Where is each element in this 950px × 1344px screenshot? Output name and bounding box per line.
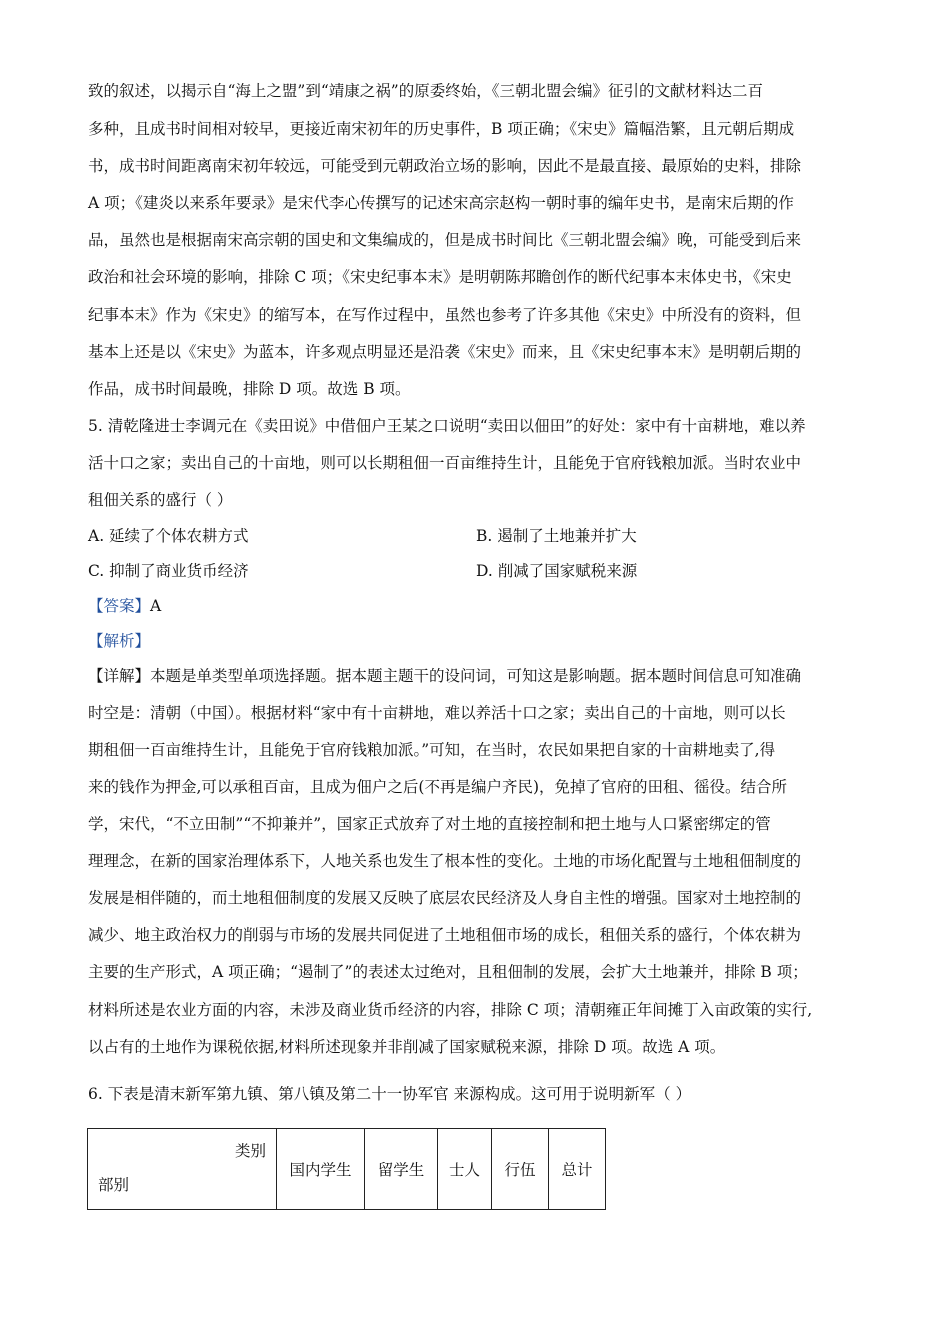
table-header-cell: 留学生 [365,1129,438,1210]
question-stem-line: 5. 清乾隆进士李调元在《卖田说》中借佃户王某之口说明“卖田以佃田”的好处：家中有十亩耕地，难以养 [88,417,806,435]
text-line: 以占有的土地作为课税依据,材料所述现象并非削减了国家赋税来源，排除 D 项。故选 A 项。 [88,1038,726,1056]
text-line: 致的叙述，以揭示自“海上之盟”到“靖康之祸”的原委终始，《三朝北盟会编》征引的文献材料达二百 [88,82,763,100]
text-line: 书，成书时间距离南宋初年较远，可能受到元朝政治立场的影响，因此不是最直接、最原始的史料，排除 [88,157,802,175]
table-header-row [88,1129,606,1210]
text-line: 期租佃一百亩维持生计，且能免于官府钱粮加派。”可知，在当时，农民如果把自家的十亩耕地卖了,得 [88,741,776,759]
text-line: 时空是：清朝（中国）。根据材料“家中有十亩耕地，难以养活十口之家；卖出自己的十亩地，则可以长 [88,704,786,722]
text-line: 发展是相伴随的，而土地租佃制度的发展又反映了底层农民经济及人身自主性的增强。国家对土地控制的 [88,889,802,907]
table-header-cell: 国内学生 [277,1129,365,1210]
option-a: A. 延续了个体农耕方式 [88,527,249,545]
question-stem-line: 租佃关系的盛行（ ） [88,491,233,509]
option-d: D. 削减了国家赋税来源 [476,562,638,580]
text-line: 政治和社会环境的影响，排除 C 项；《宋史纪事本末》是明朝陈邦瞻创作的断代纪事本末体史书，《宋史 [88,268,792,286]
question-stem-line: 6. 下表是清末新军第九镇、第八镇及第二十一协军官 来源构成。这可用于说明新军（ ） [88,1085,692,1103]
answer-label: 【答案】 [88,597,151,615]
text-line: 作品，成书时间最晚，排除 D 项。故选 B 项。 [88,380,411,398]
text-line: 品，虽然也是根据南宋高宗朝的国史和文集编成的，但是成书时间比《三朝北盟会编》晚，可能受到后来 [88,231,802,249]
text-line: A 项；《建炎以来系年要录》是宋代李心传撰写的记述宋高宗赵构一朝时事的编年史书，是南宋后期的作 [88,194,794,212]
text-line: 纪事本末》作为《宋史》的缩写本，在写作过程中，虽然也参考了许多其他《宋史》中所没有的资料，但 [88,306,802,324]
text-line: 来的钱作为押金,可以承租百亩，且成为佃户之后(不再是编户齐民)，免掉了官府的田租、徭役。结合所 [88,778,788,796]
text-line: 基本上还是以《宋史》为蓝本，许多观点明显还是沿袭《宋史》而来，且《宋史纪事本末》是明朝后期的 [88,343,802,361]
analysis-label: 【解析】 [88,632,151,650]
text-line: 学，宋代，“不立田制”“不抑兼并”，国家正式放弃了对土地的直接控制和把土地与人口紧密绑定的管 [88,815,771,833]
question-stem-line: 活十口之家；卖出自己的十亩地，则可以长期租佃一百亩维持生计，且能免于官府钱粮加派。当时农业中 [88,454,802,472]
table-header-cell: 总计 [549,1129,606,1210]
text-line: 减少、地主政治权力的削弱与市场的发展共同促进了土地租佃市场的成长，租佃关系的盛行，个体农耕为 [88,926,802,944]
answer-line [88,596,868,616]
table-header-cell: 士人 [438,1129,492,1210]
corner-unit-label: 部别 [98,1176,130,1194]
table-header-cell: 行伍 [492,1129,549,1210]
text-line: 材料所述是农业方面的内容，未涉及商业货币经济的内容，排除 C 项；清朝雍正年间摊丁入亩政策的实行, [88,1001,813,1019]
answer-value: A [150,597,162,615]
text-line: 主要的生产形式，A 项正确；“遏制了”的表述太过绝对，且租佃制的发展，会扩大土地兼并，排除 B 项； [88,963,808,981]
text-line: 多种，且成书时间相对较早，更接近南宋初年的历史事件，B 项正确；《宋史》篇幅浩繁，且元朝后期成 [88,120,795,138]
option-b: B. 遏制了土地兼并扩大 [476,527,637,545]
table-corner-cell [88,1129,277,1210]
text-line: 【详解】本题是单类型单项选择题。据本题主题干的设问词，可知这是影响题。据本题时间信息可知准确 [88,667,802,685]
text-line: 理理念，在新的国家治理体系下，人地关系也发生了根本性的变化。土地的市场化配置与土地租佃制度的 [88,852,802,870]
officer-source-table [87,1128,606,1210]
option-c: C. 抑制了商业货币经济 [88,562,249,580]
corner-category-label: 类别 [234,1142,266,1160]
